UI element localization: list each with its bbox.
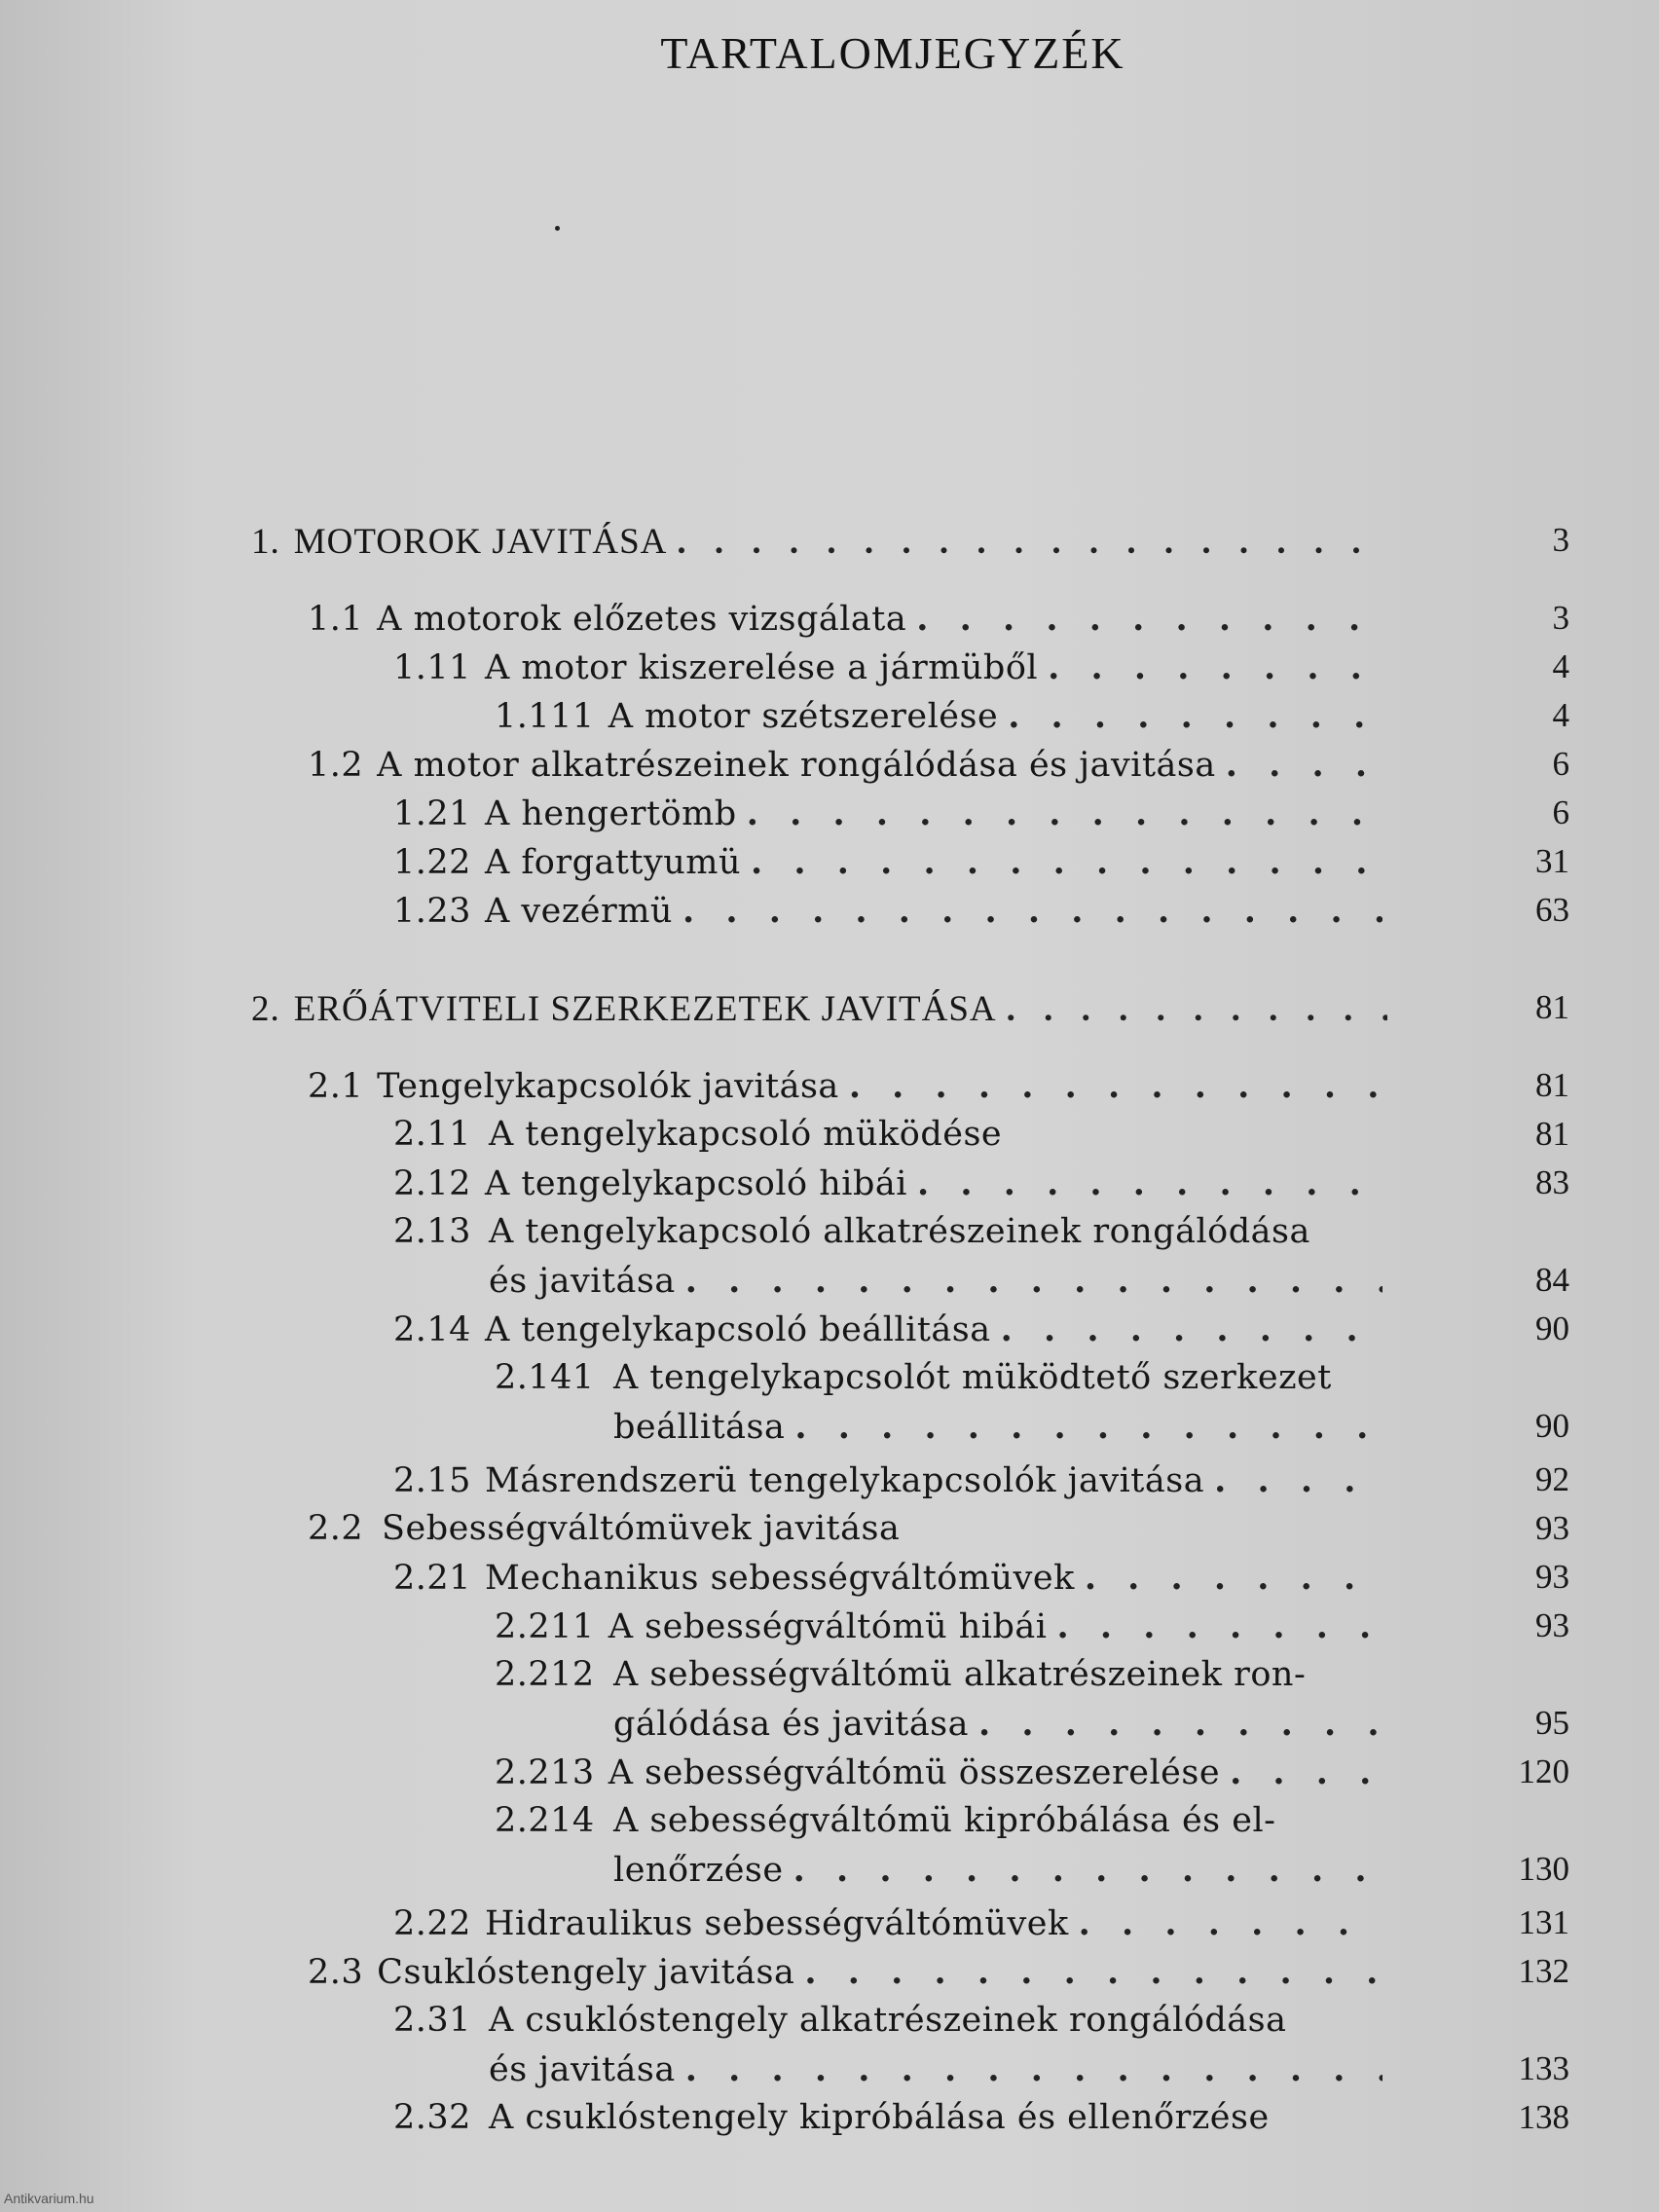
section-title: A tengelykapcsoló alkatrészeinek rongálódása xyxy=(489,1212,1310,1251)
toc-entry xyxy=(489,1261,1382,1309)
section-title: A motorok előzetes vizsgálata xyxy=(377,600,907,639)
section-title: A motor szétszerelése xyxy=(608,697,999,736)
toc-row xyxy=(0,793,1659,842)
section-number: 2.14 xyxy=(393,1310,471,1349)
toc-entry xyxy=(393,1460,1382,1509)
section-title: Hidraulikus sebességváltómüvek xyxy=(484,1904,1069,1943)
page-number: 132 xyxy=(1518,1952,1569,1990)
section-number: 2.32 xyxy=(393,2098,471,2137)
toc-entry xyxy=(393,1212,1382,1261)
dot-leader xyxy=(751,842,1382,882)
section-number: 2.211 xyxy=(495,1607,595,1646)
toc-entry xyxy=(495,1801,1382,1850)
toc-row xyxy=(0,696,1659,745)
section-title: A sebességváltómü kipróbálása és el- xyxy=(613,1801,1276,1840)
toc-row xyxy=(0,1801,1659,1850)
toc-row xyxy=(0,891,1659,940)
toc-row xyxy=(0,1655,1659,1704)
toc-row xyxy=(0,1509,1659,1558)
watermark: Antikvarium.hu xyxy=(4,2191,94,2206)
toc-row xyxy=(0,988,1659,1037)
toc-row xyxy=(0,2098,1659,2147)
dot-leader xyxy=(747,793,1382,833)
section-number: 1.1 xyxy=(308,600,364,639)
section-number: 2. xyxy=(251,989,280,1029)
toc-row xyxy=(0,1606,1659,1655)
section-title: A hengertömb xyxy=(484,794,737,833)
dot-leader xyxy=(682,891,1382,931)
toc-entry xyxy=(393,793,1382,842)
dot-leader xyxy=(804,1952,1382,1992)
page-number: 4 xyxy=(1552,696,1569,734)
dot-leader xyxy=(1048,647,1382,687)
section-title: Mechanikus sebességváltómüvek xyxy=(484,1559,1075,1598)
section-title: A sebességváltómü alkatrészeinek ron- xyxy=(613,1655,1307,1694)
section-title: A csuklóstengely kipróbálása és ellenőrzése xyxy=(489,2098,1270,2137)
section-title: A sebességváltómü összeszerelése xyxy=(608,1753,1221,1792)
dot-leader xyxy=(1007,988,1387,1030)
section-title: A sebességváltómü hibái xyxy=(608,1607,1048,1646)
toc-entry xyxy=(393,1558,1382,1606)
page-number: 4 xyxy=(1552,647,1569,685)
toc-entry xyxy=(308,1509,1382,1558)
section-title: és javitása xyxy=(489,2050,676,2089)
toc-entry xyxy=(393,2001,1382,2049)
page-number: 81 xyxy=(1535,1115,1569,1153)
toc-row xyxy=(0,1066,1659,1115)
toc-entry xyxy=(251,988,1387,1037)
toc-row xyxy=(0,842,1659,891)
dot-leader xyxy=(1214,1460,1382,1500)
page-number: 93 xyxy=(1535,1606,1569,1644)
toc-entry xyxy=(495,1358,1382,1407)
toc-row xyxy=(0,1903,1659,1952)
toc-entry xyxy=(393,1115,1382,1163)
section-number: 1.2 xyxy=(308,746,364,785)
section-title: gálódása és javitása xyxy=(613,1705,970,1744)
page-number: 84 xyxy=(1535,1261,1569,1299)
toc-row xyxy=(0,1752,1659,1801)
section-number: 2.141 xyxy=(495,1358,595,1397)
toc-row xyxy=(0,1704,1659,1752)
toc-entry xyxy=(495,1752,1382,1801)
section-number: 1.22 xyxy=(393,843,471,882)
toc-row xyxy=(0,647,1659,696)
section-title: A tengelykapcsoló müködése xyxy=(489,1115,1003,1154)
toc-row xyxy=(0,1558,1659,1606)
dot-leader xyxy=(1079,1903,1382,1943)
dot-leader xyxy=(677,521,1387,563)
page-number: 6 xyxy=(1552,793,1569,831)
toc-entry xyxy=(308,599,1382,647)
section-title: lenőrzése xyxy=(613,1851,784,1890)
page-number: 81 xyxy=(1535,988,1569,1026)
toc-row xyxy=(0,1115,1659,1163)
section-title: A tengelykapcsoló hibái xyxy=(484,1164,907,1203)
dot-leader xyxy=(1008,696,1382,736)
dot-leader xyxy=(1230,1752,1382,1792)
toc-entry xyxy=(393,1309,1382,1358)
dot-leader xyxy=(917,1163,1382,1203)
page-number: 120 xyxy=(1518,1752,1569,1790)
toc-entry xyxy=(393,1903,1382,1952)
section-number: 1.11 xyxy=(393,648,471,687)
page-number: 3 xyxy=(1552,599,1569,637)
toc-entry xyxy=(308,745,1382,793)
page-title: TARTALOMJEGYZÉK xyxy=(660,28,1125,78)
page-number: 3 xyxy=(1552,521,1569,559)
toc-entry xyxy=(393,2098,1382,2147)
dot-leader xyxy=(916,599,1382,639)
print-speck xyxy=(555,226,560,231)
page-number: 95 xyxy=(1535,1704,1569,1742)
section-title: A vezérmü xyxy=(484,892,673,931)
section-title: A forgattyumü xyxy=(484,843,742,882)
section-title: MOTOROK JAVITÁSA xyxy=(293,522,668,562)
section-number: 1.23 xyxy=(393,892,471,931)
section-number: 2.12 xyxy=(393,1164,471,1203)
section-number: 2.11 xyxy=(393,1115,471,1154)
toc-row xyxy=(0,599,1659,647)
toc-row xyxy=(0,1952,1659,2001)
dot-leader xyxy=(685,1261,1382,1301)
page-number: 90 xyxy=(1535,1309,1569,1347)
section-number: 2.21 xyxy=(393,1559,471,1598)
section-title: A csuklóstengely alkatrészeinek rongálódása xyxy=(489,2001,1287,2040)
section-title: ERŐÁTVITELI SZERKEZETEK JAVITÁSA xyxy=(293,989,997,1029)
section-title: Csuklóstengely javitása xyxy=(377,1953,795,1992)
toc-row xyxy=(0,1163,1659,1212)
toc-row xyxy=(0,745,1659,793)
section-title: Másrendszerü tengelykapcsolók javitása xyxy=(484,1461,1205,1500)
page-number: 83 xyxy=(1535,1163,1569,1201)
section-number: 2.213 xyxy=(495,1753,595,1792)
page-number: 131 xyxy=(1518,1903,1569,1941)
toc-entry xyxy=(613,1850,1382,1899)
section-title: A motor alkatrészeinek rongálódása és javitása xyxy=(377,746,1216,785)
dot-leader xyxy=(794,1407,1382,1447)
section-number: 2.3 xyxy=(308,1953,364,1992)
page-number: 81 xyxy=(1535,1066,1569,1104)
toc-row xyxy=(0,2049,1659,2098)
toc-entry xyxy=(489,2049,1382,2098)
toc-entry xyxy=(613,1407,1382,1456)
section-number: 2.13 xyxy=(393,1212,471,1251)
dot-leader xyxy=(978,1704,1382,1744)
section-number: 2.2 xyxy=(308,1509,364,1548)
dot-leader xyxy=(1226,745,1382,785)
toc-entry xyxy=(393,647,1382,696)
toc-entry xyxy=(495,1606,1382,1655)
toc-entry xyxy=(613,1704,1382,1752)
section-title: A motor kiszerelése a jármüből xyxy=(484,648,1039,687)
page-number: 90 xyxy=(1535,1407,1569,1445)
section-title: és javitása xyxy=(489,1262,676,1301)
section-number: 1.111 xyxy=(495,697,595,736)
page-number: 93 xyxy=(1535,1509,1569,1547)
toc-row xyxy=(0,1407,1659,1456)
section-number: 2.214 xyxy=(495,1801,595,1840)
section-number: 2.22 xyxy=(393,1904,471,1943)
toc-entry xyxy=(393,1163,1382,1212)
toc-entry xyxy=(308,1066,1382,1115)
section-title: beállitása xyxy=(613,1408,786,1447)
toc-row xyxy=(0,1261,1659,1309)
section-title: A tengelykapcsolót müködtető szerkezet xyxy=(613,1358,1332,1397)
dot-leader xyxy=(1085,1558,1382,1598)
toc-entry xyxy=(393,891,1382,940)
section-title: Sebességváltómüvek javitása xyxy=(382,1509,901,1548)
toc-row xyxy=(0,1212,1659,1261)
dot-leader xyxy=(1001,1309,1382,1349)
page-number: 138 xyxy=(1518,2098,1569,2136)
toc-row xyxy=(0,1460,1659,1509)
section-number: 2.212 xyxy=(495,1655,595,1694)
toc-row xyxy=(0,2001,1659,2049)
toc-entry xyxy=(495,696,1382,745)
page-number: 93 xyxy=(1535,1558,1569,1596)
section-number: 2.31 xyxy=(393,2001,471,2040)
page-number: 130 xyxy=(1518,1850,1569,1888)
page-number: 92 xyxy=(1535,1460,1569,1498)
dot-leader xyxy=(793,1850,1382,1890)
toc-row xyxy=(0,1309,1659,1358)
toc-entry xyxy=(393,842,1382,891)
section-title: Tengelykapcsolók javitása xyxy=(377,1067,839,1106)
toc-row xyxy=(0,1850,1659,1899)
toc-entry xyxy=(308,1952,1382,2001)
page-number: 63 xyxy=(1535,891,1569,929)
section-number: 1.21 xyxy=(393,794,471,833)
section-number: 1. xyxy=(251,522,280,562)
toc-row xyxy=(0,1358,1659,1407)
section-title: A tengelykapcsoló beállitása xyxy=(484,1310,991,1349)
toc-entry xyxy=(251,521,1387,570)
dot-leader xyxy=(849,1066,1382,1106)
dot-leader xyxy=(685,2049,1382,2089)
page-number: 6 xyxy=(1552,745,1569,783)
toc-row xyxy=(0,521,1659,570)
toc-entry xyxy=(495,1655,1382,1704)
section-number: 2.1 xyxy=(308,1067,364,1106)
page-number: 133 xyxy=(1518,2049,1569,2087)
section-number: 2.15 xyxy=(393,1461,471,1500)
dot-leader xyxy=(1056,1606,1382,1646)
page-number: 31 xyxy=(1535,842,1569,880)
